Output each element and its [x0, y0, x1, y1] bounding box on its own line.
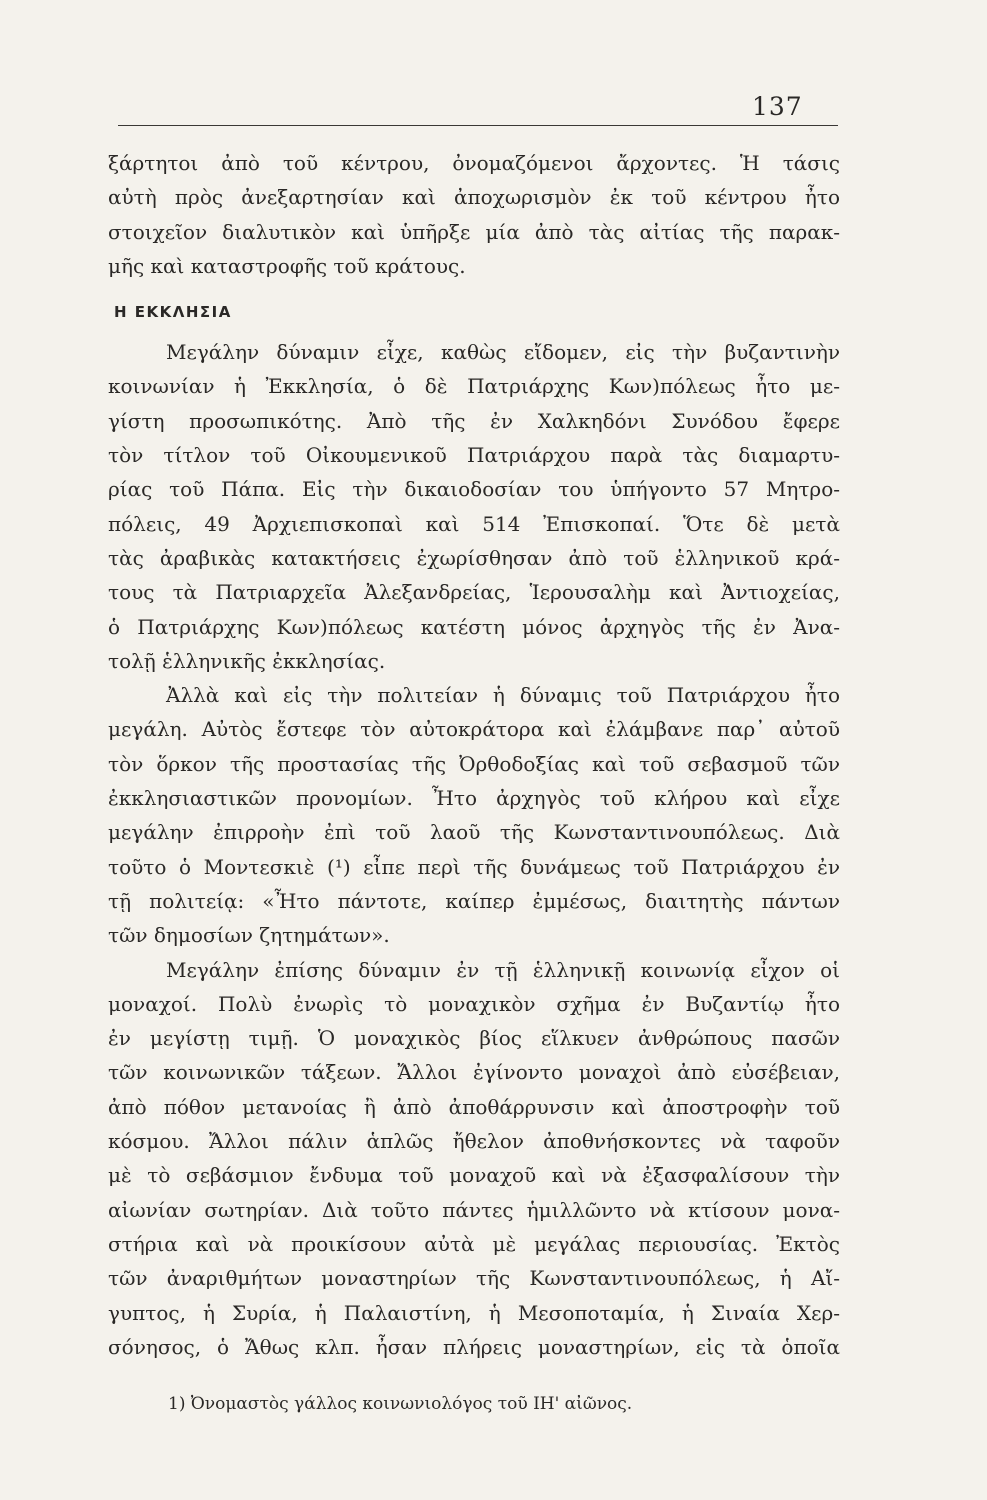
text-line: μὲ τὸ σεβάσμιον ἔνδυμα τοῦ μοναχοῦ καὶ νὰ ἐξασφαλίσουν τὴν [108, 1163, 840, 1188]
text-line: στοιχεῖον διαλυτικὸν καὶ ὑπῆρξε μία ἀπὸ τὰς αἰτίας τῆς παρακ- [108, 219, 840, 244]
text-line: ἐκκλησιαστικῶν προνομίων. Ἦτο ἀρχηγὸς τοῦ κλήρου καὶ εἶχε [108, 786, 840, 811]
text-line: τὰς ἀραβικὰς κατακτήσεις ἐχωρίσθησαν ἀπὸ τοῦ ἑλληνικοῦ κρά- [108, 545, 840, 570]
text-line: τολῇ ἑλληνικῆς ἐκκλησίας. [108, 648, 386, 673]
text-line: τὸν τίτλον τοῦ Οἰκουμενικοῦ Πατριάρχου παρὰ τὰς διαμαρτυ- [108, 443, 840, 468]
text-line: μοναχοί. Πολὺ ἐνωρὶς τὸ μοναχικὸν σχῆμα ἐν Βυζαντίῳ ἦτο [108, 991, 840, 1016]
footnote: 1) Ὀνομαστὸς γάλλος κοινωνιολόγος τοῦ ΙΗ' αἰῶνος. [168, 1394, 633, 1414]
body-text [108, 146, 840, 1364]
text-line: τῇ πολιτείᾳ: «Ἦτο πάντοτε, καίπερ ἐμμέσως, διαιτητὴς πάντων [108, 888, 840, 913]
section-heading: Η ΕΚΚΛΗΣΙΑ [114, 303, 232, 322]
text-line: μεγάλη. Αὐτὸς ἔστεφε τὸν αὐτοκράτορα καὶ ἐλάμβανε παρ᾽ αὐτοῦ [108, 717, 840, 742]
text-line: μεγάλην ἐπιρροὴν ἐπὶ τοῦ λαοῦ τῆς Κωνσταντινουπόλεως. Διὰ [108, 820, 840, 845]
text-line: τῶν ἀναριθμήτων μοναστηρίων τῆς Κωνσταντινουπόλεως, ἡ Αἴ- [108, 1266, 840, 1291]
text-line: Ἀλλὰ καὶ εἰς τὴν πολιτείαν ἡ δύναμις τοῦ Πατριάρχου ἦτο [166, 683, 840, 708]
text-line: αὐτὴ πρὸς ἀνεξαρτησίαν καὶ ἀποχωρισμὸν ἐκ τοῦ κέντρου ἦτο [108, 185, 840, 210]
text-line: ξάρτητοι ἀπὸ τοῦ κέντρου, ὀνομαζόμενοι ἄρχοντες. Ἡ τάσις [108, 151, 840, 175]
text-line: κοινωνίαν ἡ Ἐκκλησία, ὁ δὲ Πατριάρχης Κων)πόλεως ἦτο με- [108, 374, 840, 399]
text-line: μῆς καὶ καταστροφῆς τοῦ κράτους. [108, 253, 466, 278]
text-line: τοῦτο ὁ Μοντεσκιὲ (¹) εἶπε περὶ τῆς δυνάμεως τοῦ Πατριάρχου ἐν [108, 854, 840, 879]
text-line: ὁ Πατριάρχης Κων)πόλεως κατέστη μόνος ἀρχηγὸς τῆς ἐν Ἀνα- [108, 614, 840, 639]
text-line: Μεγάλην δύναμιν εἶχε, καθὼς εἴδομεν, εἰς τὴν βυζαντινὴν [166, 340, 840, 365]
text-line: γυπτος, ἡ Συρία, ἡ Παλαιστίνη, ἡ Μεσοποταμία, ἡ Σιναία Χερ- [108, 1300, 840, 1325]
text-line: πόλεις, 49 Ἀρχιεπισκοπαὶ καὶ 514 Ἐπισκοπαί. Ὅτε δὲ μετὰ [108, 511, 840, 536]
text-line: αἰωνίαν σωτηρίαν. Διὰ τοῦτο πάντες ἡμιλλῶντο νὰ κτίσουν μονα- [108, 1197, 840, 1222]
text-line: ἀπὸ πόθον μετανοίας ἢ ἀπὸ ἀποθάρρυνσιν καὶ ἀποστροφὴν τοῦ [108, 1094, 840, 1119]
text-line: τῶν κοινωνικῶν τάξεων. Ἄλλοι ἐγίνοντο μοναχοὶ ἀπὸ εὐσέβειαν, [108, 1060, 840, 1085]
page-number: 137 [752, 92, 803, 121]
text-line: Μεγάλην ἐπίσης δύναμιν ἐν τῇ ἑλληνικῇ κοινωνίᾳ εἶχον οἱ [166, 957, 840, 982]
text-line: γίστη προσωπικότης. Ἀπὸ τῆς ἐν Χαλκηδόνι Συνόδου ἔφερε [108, 408, 840, 433]
text-line: κόσμου. Ἄλλοι πάλιν ἁπλῶς ἤθελον ἀποθνήσκοντες νὰ ταφοῦν [108, 1129, 840, 1154]
text-line: ρίας τοῦ Πάπα. Εἰς τὴν δικαιοδοσίαν του ὑπήγοντο 57 Μητρο- [108, 477, 840, 502]
text-line: ἐν μεγίστῃ τιμῇ. Ὁ μοναχικὸς βίος εἵλκυεν ἀνθρώπους πασῶν [108, 1026, 840, 1051]
text-line: σόνησος, ὁ Ἄθως κλπ. ἦσαν πλήρεις μοναστηρίων, εἰς τὰ ὁποῖα [108, 1334, 840, 1359]
text-line: στήρια καὶ νὰ προικίσουν αὐτὰ μὲ μεγάλας περιουσίας. Ἐκτὸς [108, 1231, 840, 1256]
text-line: τὸν ὅρκον τῆς προστασίας τῆς Ὀρθοδοξίας καὶ τοῦ σεβασμοῦ τῶν [108, 751, 840, 776]
header-rule [118, 125, 838, 126]
text-line: τῶν δημοσίων ζητημάτων». [108, 923, 390, 948]
text-line: τους τὰ Πατριαρχεῖα Ἀλεξανδρείας, Ἱερουσαλὴμ καὶ Ἀντιοχείας, [108, 580, 840, 605]
